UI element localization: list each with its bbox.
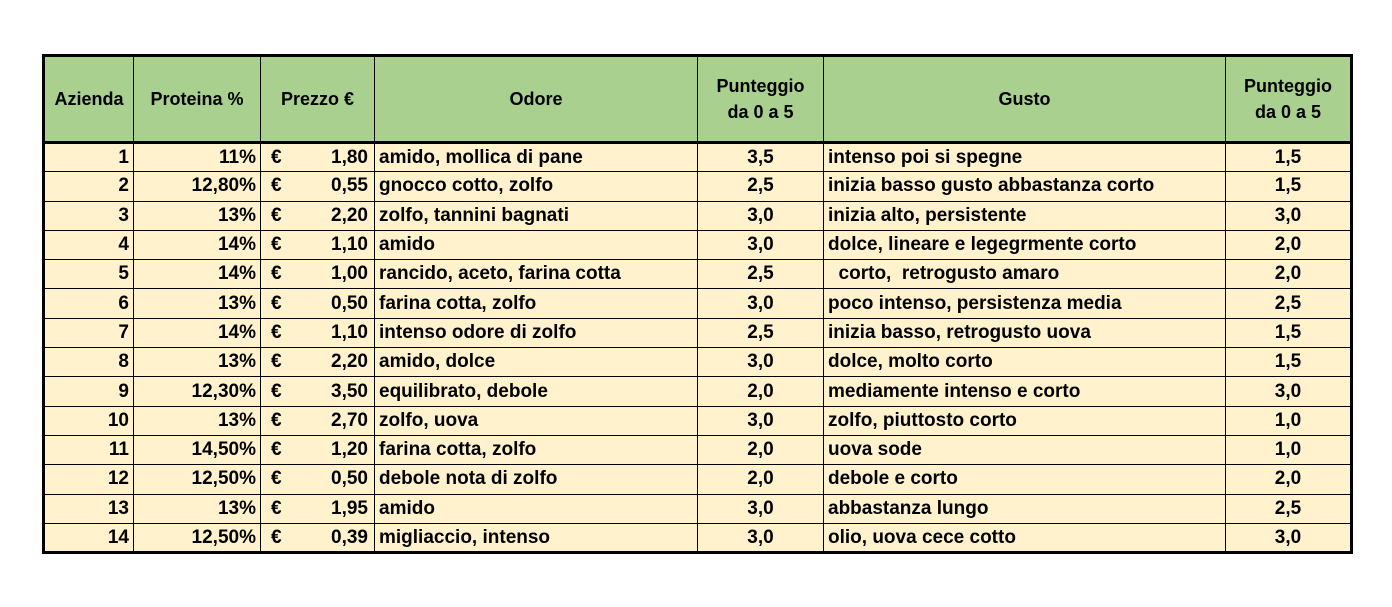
- cell-punteggio-odore: 3,0: [698, 523, 824, 552]
- cell-prezzo: [261, 230, 375, 259]
- table-row: [44, 201, 1352, 230]
- cell-gusto: debole e corto: [824, 465, 1226, 494]
- currency-symbol: €: [271, 234, 282, 256]
- table-body: [44, 143, 1352, 553]
- cell-prezzo: [261, 406, 375, 435]
- cell-punteggio-odore: 2,5: [698, 318, 824, 347]
- cell-prezzo: [261, 260, 375, 289]
- currency-symbol: €: [271, 204, 282, 226]
- cell-azienda: 8: [44, 348, 134, 377]
- cell-punteggio-odore: 2,0: [698, 465, 824, 494]
- price-value: 1,10: [331, 234, 368, 256]
- cell-prezzo: [261, 435, 375, 464]
- header-punteggio-gusto-line1: Punteggio: [1244, 76, 1332, 96]
- cell-prezzo: [261, 348, 375, 377]
- cell-punteggio-odore: 3,0: [698, 406, 824, 435]
- cell-punteggio-gusto: 2,5: [1226, 494, 1352, 523]
- cell-gusto: inizia basso, retrogusto uova: [824, 318, 1226, 347]
- cell-punteggio-odore: 3,5: [698, 143, 824, 172]
- cell-punteggio-gusto: 3,0: [1226, 523, 1352, 552]
- cell-proteina: 11%: [134, 143, 261, 172]
- currency-symbol: €: [271, 439, 282, 461]
- price-value: 2,20: [331, 351, 368, 373]
- cell-azienda: 4: [44, 230, 134, 259]
- price-value: 0,50: [331, 468, 368, 490]
- cell-odore: gnocco cotto, zolfo: [375, 172, 698, 201]
- cell-odore: farina cotta, zolfo: [375, 289, 698, 318]
- cell-prezzo: [261, 201, 375, 230]
- cell-proteina: 13%: [134, 289, 261, 318]
- cell-azienda: 2: [44, 172, 134, 201]
- header-punteggio-odore-line2: da 0 a 5: [727, 102, 794, 122]
- currency-symbol: €: [271, 351, 282, 373]
- cell-punteggio-odore: 3,0: [698, 494, 824, 523]
- table-row: [44, 230, 1352, 259]
- cell-proteina: 14%: [134, 260, 261, 289]
- cell-azienda: 1: [44, 143, 134, 172]
- cell-odore: zolfo, tannini bagnati: [375, 201, 698, 230]
- price-value: 2,70: [331, 409, 368, 431]
- cell-punteggio-gusto: 1,5: [1226, 348, 1352, 377]
- tasting-table: [42, 54, 1353, 554]
- cell-punteggio-odore: 2,0: [698, 377, 824, 406]
- cell-odore: debole nota di zolfo: [375, 465, 698, 494]
- cell-punteggio-gusto: 2,5: [1226, 289, 1352, 318]
- price-value: 1,10: [331, 321, 368, 343]
- table-row: [44, 465, 1352, 494]
- cell-punteggio-gusto: 1,5: [1226, 172, 1352, 201]
- cell-odore: farina cotta, zolfo: [375, 435, 698, 464]
- header-prezzo: Prezzo €: [261, 56, 375, 143]
- cell-punteggio-gusto: 1,0: [1226, 406, 1352, 435]
- cell-gusto: olio, uova cece cotto: [824, 523, 1226, 552]
- cell-proteina: 13%: [134, 406, 261, 435]
- cell-proteina: 12,80%: [134, 172, 261, 201]
- price-value: 3,50: [331, 380, 368, 402]
- cell-azienda: 7: [44, 318, 134, 347]
- table-row: [44, 172, 1352, 201]
- cell-gusto: dolce, lineare e legegrmente corto: [824, 230, 1226, 259]
- cell-odore: rancido, aceto, farina cotta: [375, 260, 698, 289]
- cell-odore: zolfo, uova: [375, 406, 698, 435]
- cell-prezzo: [261, 318, 375, 347]
- table-row: [44, 406, 1352, 435]
- header-odore: Odore: [375, 56, 698, 143]
- cell-punteggio-odore: 2,0: [698, 435, 824, 464]
- cell-prezzo: [261, 289, 375, 318]
- price-value: 0,39: [331, 526, 368, 548]
- cell-prezzo: [261, 172, 375, 201]
- cell-punteggio-gusto: 1,5: [1226, 318, 1352, 347]
- currency-symbol: €: [271, 263, 282, 285]
- cell-punteggio-gusto: 3,0: [1226, 377, 1352, 406]
- cell-azienda: 14: [44, 523, 134, 552]
- price-value: 2,20: [331, 204, 368, 226]
- header-punteggio-odore-line1: Punteggio: [716, 76, 805, 96]
- price-value: 1,80: [331, 146, 368, 168]
- cell-prezzo: [261, 465, 375, 494]
- header-punteggio-gusto-line2: da 0 a 5: [1254, 102, 1322, 122]
- cell-gusto: uova sode: [824, 435, 1226, 464]
- cell-gusto: intenso poi si spegne: [824, 143, 1226, 172]
- cell-proteina: 12,50%: [134, 465, 261, 494]
- cell-punteggio-odore: 3,0: [698, 348, 824, 377]
- table-row: [44, 289, 1352, 318]
- cell-odore: amido: [375, 494, 698, 523]
- cell-punteggio-gusto: 2,0: [1226, 230, 1352, 259]
- cell-gusto: inizia basso gusto abbastanza corto: [824, 172, 1226, 201]
- header-gusto: Gusto: [824, 56, 1226, 143]
- cell-gusto: mediamente intenso e corto: [824, 377, 1226, 406]
- cell-azienda: 11: [44, 435, 134, 464]
- cell-punteggio-gusto: 2,0: [1226, 260, 1352, 289]
- header-azienda: Azienda: [44, 56, 134, 143]
- cell-punteggio-odore: 3,0: [698, 230, 824, 259]
- price-value: 1,00: [331, 263, 368, 285]
- header-punteggio-gusto: [1226, 56, 1352, 143]
- cell-azienda: 5: [44, 260, 134, 289]
- cell-prezzo: [261, 377, 375, 406]
- cell-odore: amido: [375, 230, 698, 259]
- cell-odore: intenso odore di zolfo: [375, 318, 698, 347]
- currency-symbol: €: [271, 497, 282, 519]
- cell-punteggio-odore: 3,0: [698, 201, 824, 230]
- cell-proteina: 13%: [134, 201, 261, 230]
- price-value: 1,20: [331, 439, 368, 461]
- cell-proteina: 14,50%: [134, 435, 261, 464]
- cell-gusto: dolce, molto corto: [824, 348, 1226, 377]
- currency-symbol: €: [271, 175, 282, 197]
- cell-punteggio-odore: 2,5: [698, 260, 824, 289]
- cell-punteggio-gusto: 3,0: [1226, 201, 1352, 230]
- cell-proteina: 13%: [134, 348, 261, 377]
- price-value: 1,95: [331, 497, 368, 519]
- cell-punteggio-gusto: 1,5: [1226, 143, 1352, 172]
- table-row: [44, 377, 1352, 406]
- currency-symbol: €: [271, 146, 282, 168]
- currency-symbol: €: [271, 468, 282, 490]
- table-row: [44, 494, 1352, 523]
- cell-prezzo: [261, 523, 375, 552]
- price-value: 0,50: [331, 292, 368, 314]
- table-row: [44, 318, 1352, 347]
- cell-azienda: 3: [44, 201, 134, 230]
- cell-punteggio-odore: 2,5: [698, 172, 824, 201]
- currency-symbol: €: [271, 321, 282, 343]
- cell-punteggio-gusto: 2,0: [1226, 465, 1352, 494]
- cell-azienda: 10: [44, 406, 134, 435]
- cell-gusto: corto, retrogusto amaro: [824, 260, 1226, 289]
- currency-symbol: €: [271, 526, 282, 548]
- cell-azienda: 13: [44, 494, 134, 523]
- price-value: 0,55: [331, 175, 368, 197]
- cell-prezzo: [261, 143, 375, 172]
- cell-azienda: 9: [44, 377, 134, 406]
- cell-gusto: zolfo, piuttosto corto: [824, 406, 1226, 435]
- currency-symbol: €: [271, 409, 282, 431]
- header-punteggio-odore: [698, 56, 824, 143]
- table-row: [44, 260, 1352, 289]
- cell-proteina: 14%: [134, 230, 261, 259]
- cell-odore: amido, dolce: [375, 348, 698, 377]
- cell-azienda: 6: [44, 289, 134, 318]
- header-proteina: Proteina %: [134, 56, 261, 143]
- table-row: [44, 435, 1352, 464]
- cell-punteggio-gusto: 1,0: [1226, 435, 1352, 464]
- header-row: [44, 56, 1352, 143]
- cell-gusto: inizia alto, persistente: [824, 201, 1226, 230]
- cell-odore: migliaccio, intenso: [375, 523, 698, 552]
- cell-punteggio-odore: 3,0: [698, 289, 824, 318]
- cell-gusto: abbastanza lungo: [824, 494, 1226, 523]
- cell-proteina: 13%: [134, 494, 261, 523]
- cell-azienda: 12: [44, 465, 134, 494]
- currency-symbol: €: [271, 292, 282, 314]
- table-row: [44, 143, 1352, 172]
- cell-odore: equilibrato, debole: [375, 377, 698, 406]
- cell-proteina: 14%: [134, 318, 261, 347]
- table-row: [44, 523, 1352, 552]
- cell-proteina: 12,50%: [134, 523, 261, 552]
- cell-odore: amido, mollica di pane: [375, 143, 698, 172]
- currency-symbol: €: [271, 380, 282, 402]
- table-row: [44, 348, 1352, 377]
- cell-proteina: 12,30%: [134, 377, 261, 406]
- cell-gusto: poco intenso, persistenza media: [824, 289, 1226, 318]
- cell-prezzo: [261, 494, 375, 523]
